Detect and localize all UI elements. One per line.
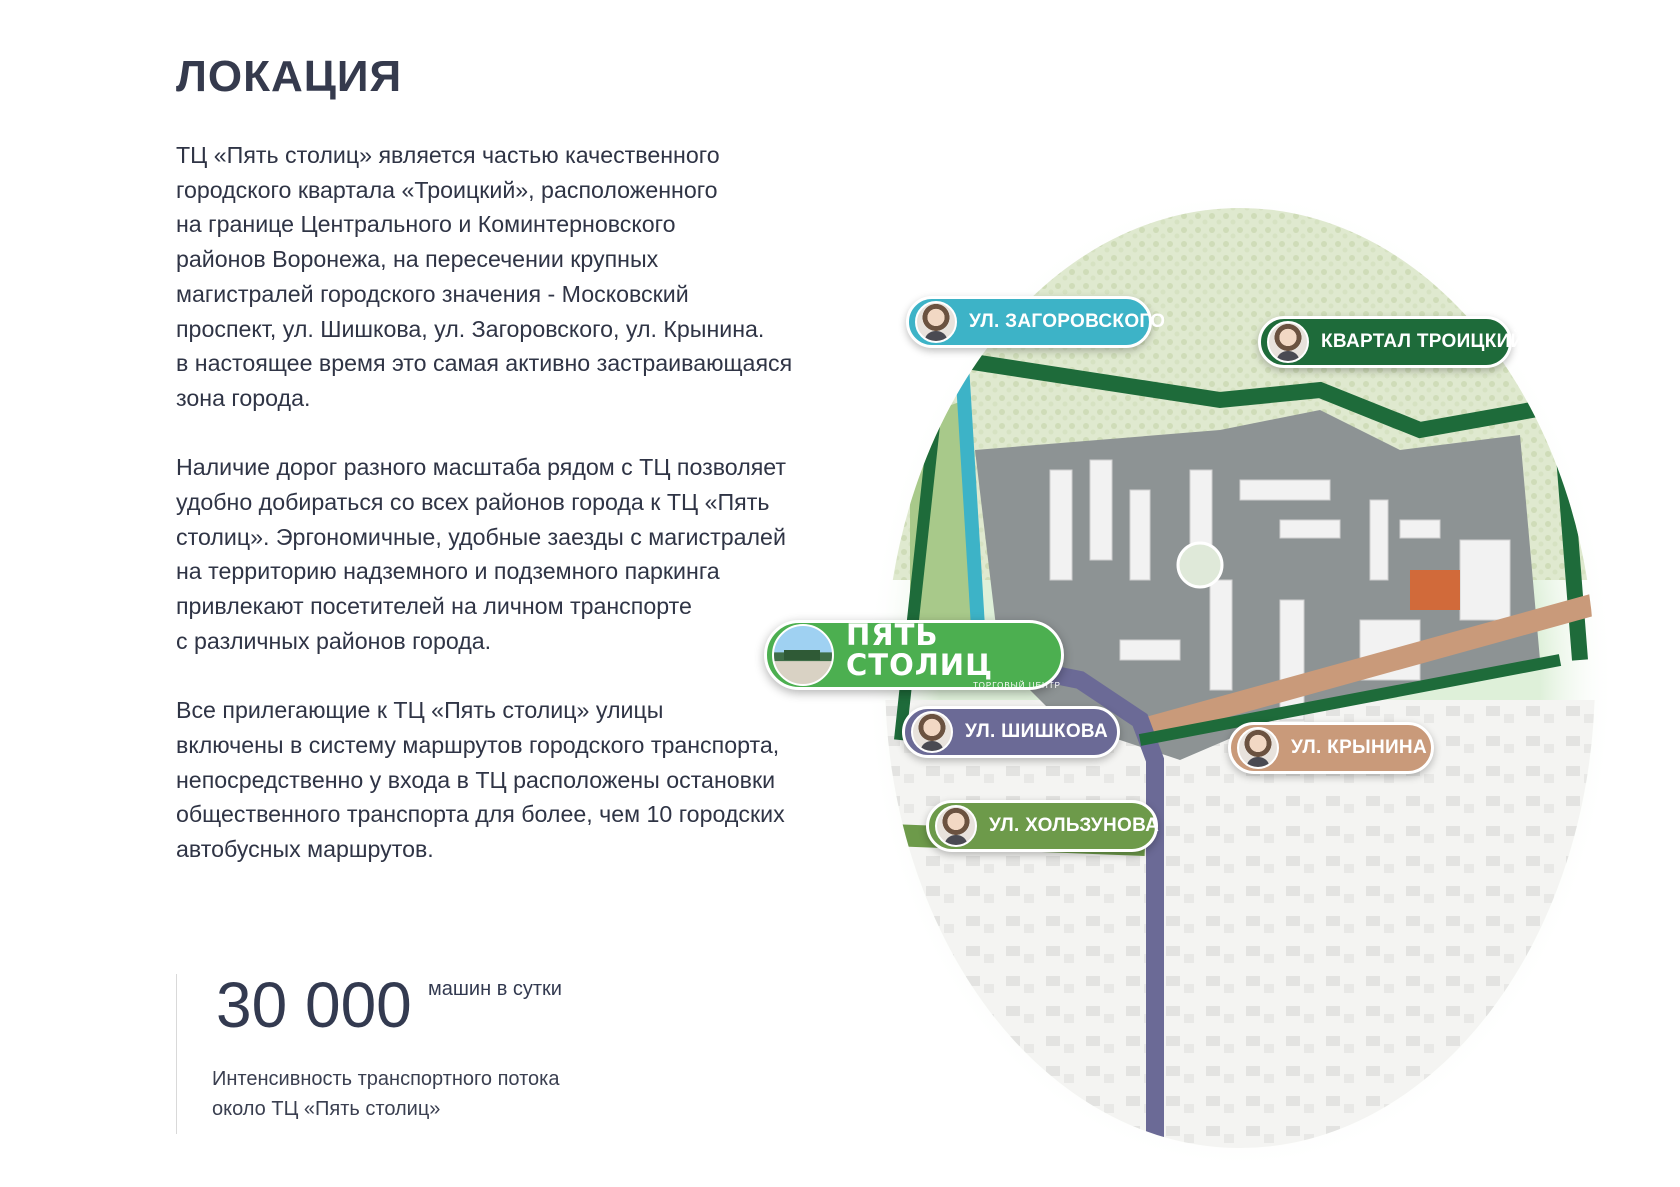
label-text: УЛ. ЗАГОРОВСКОГО <box>969 311 1166 332</box>
text-line: удобно добираться со всех районов города к ТЦ «Пять <box>176 489 770 516</box>
label-kholzunova[interactable] <box>926 800 1158 852</box>
page-title: ЛОКАЦИЯ <box>176 52 403 101</box>
sports-court <box>1410 570 1460 610</box>
stat-divider <box>176 974 177 1134</box>
text-line: зона города. <box>176 384 311 411</box>
caption-line: Интенсивность транспортного потока <box>212 1068 560 1090</box>
portrait-icon <box>915 301 957 343</box>
label-text: УЛ. ШИШКОВА <box>965 721 1108 742</box>
label-text: УЛ. КРЫНИНА <box>1291 737 1427 758</box>
mall-photo-icon <box>772 624 834 686</box>
label-krynina[interactable] <box>1228 722 1434 774</box>
traffic-stat-caption <box>212 1064 632 1124</box>
text-line: общественного транспорта для более, чем 10 городских <box>176 801 785 828</box>
text-line: в настоящее время это самая активно застраивающаяся <box>176 350 793 377</box>
label-zagorovskogo[interactable] <box>906 296 1166 348</box>
text-line: на территорию надземного и подземного паркинга <box>176 558 720 585</box>
label-shishkova[interactable] <box>902 706 1120 758</box>
caption-line: около ТЦ «Пять столиц» <box>212 1098 441 1120</box>
text-line: привлекают посетителей на личном транспорте <box>176 593 692 620</box>
brand-text <box>846 620 1061 690</box>
text-line: проспект, ул. Шишкова, ул. Загоровского, ул. Крынина. <box>176 315 765 342</box>
text-line: Наличие дорог разного масштаба рядом с ТЦ позволяет <box>176 454 787 481</box>
text-line: Все прилегающие к ТЦ «Пять столиц» улицы <box>176 697 664 724</box>
label-text: КВАРТАЛ ТРОИЦКИЙ <box>1321 331 1525 352</box>
traffic-stat-unit: машин в сутки <box>428 978 562 1000</box>
brand-subtitle: ТОРГОВЫЙ ЦЕНТР <box>973 681 1061 690</box>
portrait-icon <box>911 711 953 753</box>
portrait-icon <box>1267 321 1309 363</box>
text-line: на границе Центрального и Коминтерновского <box>176 211 676 238</box>
text-line: районов Воронежа, на пересечении крупных <box>176 246 659 273</box>
text-line: автобусных маршрутов. <box>176 836 434 863</box>
traffic-stat-number: 30 000 <box>216 969 412 1041</box>
label-troitsky[interactable] <box>1258 316 1525 368</box>
text-line: городского квартала «Троицкий», расположенного <box>176 176 718 203</box>
portrait-icon <box>935 805 977 847</box>
text-line: непосредственно у входа в ТЦ расположены остановки <box>176 766 776 793</box>
brand-badge[interactable] <box>764 620 1064 690</box>
text-line: ТЦ «Пять столиц» является частью качественного <box>176 142 720 168</box>
text-line: столиц». Эргономичные, удобные заезды с магистралей <box>176 523 786 550</box>
central-square <box>1178 543 1222 587</box>
text-line: включены в систему маршрутов городского транспорта, <box>176 731 780 758</box>
portrait-icon <box>1237 727 1279 769</box>
brand-name: ПЯТЬ СТОЛИЦ <box>846 618 993 682</box>
text-line: магистралей городского значения - Московский <box>176 280 689 307</box>
text-line: с различных районов города. <box>176 627 492 654</box>
label-text: УЛ. ХОЛЬЗУНОВА <box>989 815 1160 836</box>
